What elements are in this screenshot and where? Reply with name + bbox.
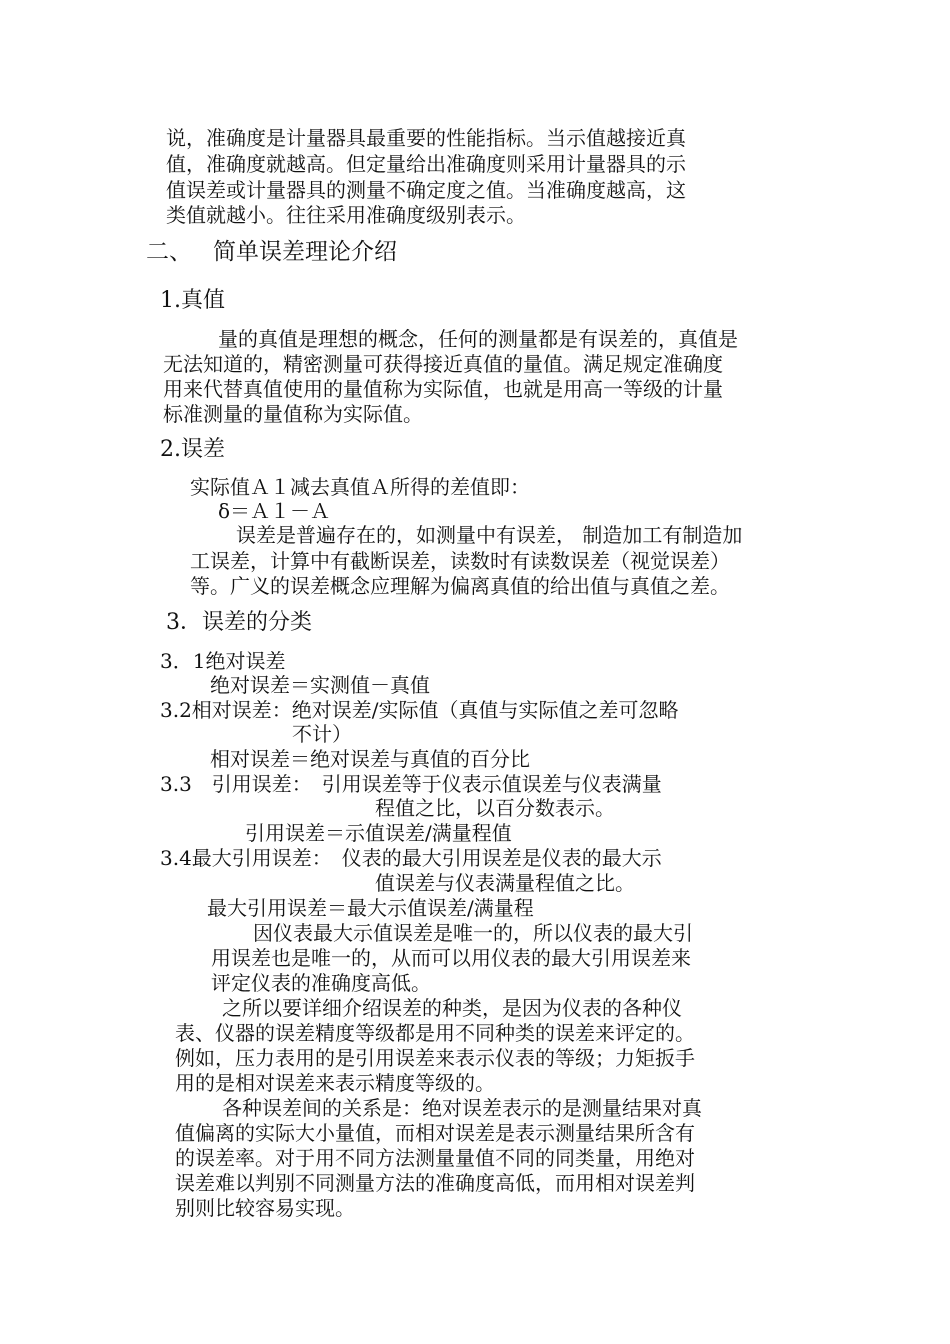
text-line: 实际值Ａ１减去真值Ａ所得的差值即：	[190, 475, 530, 499]
text-line: 值，准确度就越高。但定量给出准确度则采用计量器具的示	[166, 152, 686, 176]
formula: 最大引用误差＝最大示值误差/满量程	[207, 896, 534, 920]
text-line: 误差难以判别不同测量方法的准确度高低，而用相对误差判	[175, 1171, 695, 1195]
text-line: 类值就越小。往往采用准确度级别表示。	[166, 203, 526, 227]
text-line: 的误差率。对于用不同方法测量量值不同的同类量，用绝对	[175, 1146, 695, 1170]
text-line: 无法知道的，精密测量可获得接近真值的量值。满足规定准确度	[163, 352, 723, 376]
text-line: 用误差也是唯一的，从而可以用仪表的最大引用误差来	[211, 946, 691, 970]
text-line: 别则比较容易实现。	[175, 1196, 355, 1220]
item-continuation: 不计）	[292, 722, 352, 746]
text-line: 用的是相对误差来表示精度等级的。	[175, 1071, 495, 1095]
item-title: 3.4最大引用误差： 仪表的最大引用误差是仪表的最大示	[160, 846, 662, 870]
formula: 相对误差＝绝对误差与真值的百分比	[210, 747, 530, 771]
subsection-heading: 2.误差	[160, 437, 225, 462]
text-line: 误差是普遍存在的，如测量中有误差， 制造加工有制造加	[236, 523, 743, 547]
text-line: 值误差或计量器具的测量不确定度之值。当准确度越高，这	[166, 178, 686, 202]
text-line: 例如，压力表用的是引用误差来表示仪表的等级；力矩扳手	[175, 1046, 695, 1070]
item-continuation: 值误差与仪表满量程值之比。	[375, 871, 635, 895]
formula: 绝对误差＝实测值－真值	[210, 673, 430, 697]
text-line: 工误差，计算中有截断误差，读数时有读数误差（视觉误差）	[190, 549, 730, 573]
text-line: 量的真值是理想的概念，任何的测量都是有误差的，真值是	[218, 327, 738, 351]
text-line: 表、仪器的误差精度等级都是用不同种类的误差来评定的。	[175, 1021, 695, 1045]
item-title: 3.2相对误差：绝对误差/实际值（真值与实际值之差可忽略	[160, 698, 679, 722]
section-number: 二、	[146, 239, 192, 265]
item-title: 3.3 引用误差： 引用误差等于仪表示值误差与仪表满量	[160, 772, 662, 796]
text-line: 因仪表最大示值误差是唯一的，所以仪表的最大引	[253, 921, 693, 945]
text-line: 之所以要详细介绍误差的种类，是因为仪表的各种仪	[222, 996, 682, 1020]
subsection-heading: 3．误差的分类	[166, 610, 312, 635]
section-title: 简单误差理论介绍	[213, 239, 397, 265]
text-line: 标准测量的量值称为实际值。	[163, 402, 423, 426]
item-continuation: 程值之比，以百分数表示。	[375, 796, 615, 820]
item-title: 3．1绝对误差	[160, 649, 286, 673]
formula: 引用误差＝示值误差/满量程值	[245, 821, 512, 845]
text-line: 各种误差间的关系是：绝对误差表示的是测量结果对真	[222, 1096, 702, 1120]
text-line: 用来代替真值使用的量值称为实际值，也就是用高一等级的计量	[163, 377, 723, 401]
formula: δ＝Ａ１－Ａ	[218, 499, 331, 523]
text-line: 评定仪表的准确度高低。	[211, 971, 431, 995]
text-line: 等。广义的误差概念应理解为偏离真值的给出值与真值之差。	[190, 574, 730, 598]
text-line: 值偏离的实际大小量值，而相对误差是表示测量结果所含有	[175, 1121, 695, 1145]
subsection-heading: 1.真值	[160, 288, 225, 313]
text-line: 说，准确度是计量器具最重要的性能指标。当示值越接近真	[166, 126, 686, 150]
